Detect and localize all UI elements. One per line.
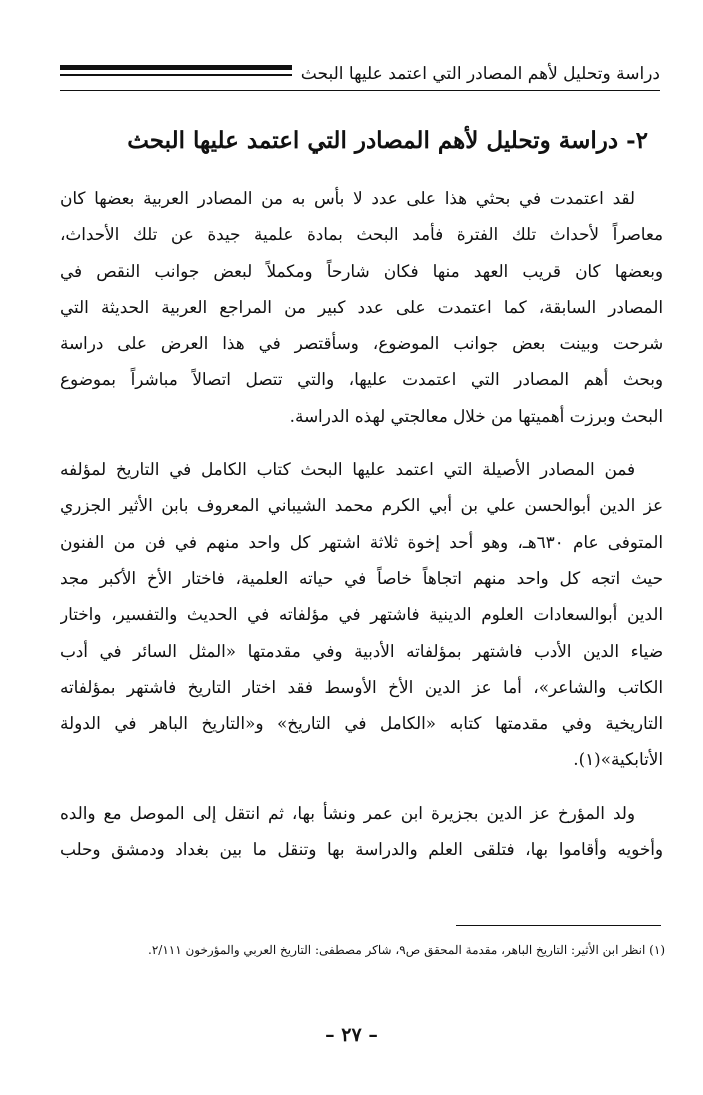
header-rule-thick — [60, 65, 292, 70]
paragraph-line: ولد المؤرخ عز الدين بجزيرة ابن عمر ونشأ بها، ثم انتقل إلى الموصل مع والده — [60, 802, 635, 823]
header-rule-thin — [60, 74, 292, 76]
paragraph-2 — [60, 451, 663, 778]
paragraph-line: فمن المصادر الأصيلة التي اعتمد عليها البحث كتاب الكامل في التاريخ لمؤلفه — [60, 459, 635, 480]
footnote: (١) انظر ابن الأثير: التاريخ الباهر، مقدمة المحقق ص٩، شاكر مصطفى: التاريخ العربي والمؤرخون ٢/١١١. — [148, 943, 665, 957]
paragraph-line: البحث وبرزت أهميتها من خلال معالجتي لهذه الدراسة. — [289, 405, 663, 426]
paragraph-line: شرحت وبينت بعض جوانب الموضوع، وسأقتصر في هذا العرض على دراسة — [60, 333, 663, 354]
paragraph-line: المصادر السابقة، كما اعتمدت على عدد كبير من المراجع العربية الحديثة التي — [60, 296, 663, 317]
paragraph-1 — [60, 180, 663, 434]
paragraph-line: لقد اعتمدت في بحثي هذا على عدد لا بأس به من المصادر العربية بعضها كان — [60, 188, 635, 208]
header-underline — [60, 90, 660, 91]
running-header — [60, 62, 660, 90]
paragraph-line: وبعضها كان قريب العهد منها فكان شارحاً ومكملاً لبعض جوانب النقص في — [60, 260, 663, 281]
paragraph-line: الدين أبوالسعادات العلوم الدينية فاشتهر في مؤلفاته في الحديث والتفسير، واختار — [60, 604, 663, 625]
paragraph-line: ضياء الدين الأدب فاشتهر بمؤلفاته الأدبية وفي مقدمتها «المثل السائر في أدب — [60, 640, 663, 661]
paragraph-line: وبحث أهم المصادر التي اعتمدت عليها، والتي تتصل اتصالاً مباشراً بموضوع — [60, 369, 663, 390]
footnote-separator — [456, 925, 661, 926]
paragraph-line: الأتابكية»(١). — [573, 749, 663, 770]
paragraph-line: المتوفى عام ٦٣٠هـ، وهو أحد إخوة ثلاثة اشتهر كل واحد منهم في فن من الفنون — [60, 531, 663, 552]
running-header-title: دراسة وتحليل لأهم المصادر التي اعتمد عليها البحث — [300, 64, 660, 84]
paragraph-line: معاصراً لأحداث تلك الفترة فأمد البحث بمادة علمية جيدة عن تلك الأحداث، — [60, 224, 663, 245]
paragraph-line: عز الدين أبوالحسن علي بن أبي الكرم محمد الشيباني المعروف بابن الأثير الجزري — [60, 495, 663, 516]
paragraph-line: حيث اتجه كل واحد منهم اتجاهاً خاصاً في حياته العلمية، فاختار الأخ الأكبر مجد — [60, 567, 663, 588]
paragraph-3 — [60, 795, 663, 868]
paragraph-line: الكاتب والشاعر»، أما عز الدين الأخ الأوسط فقد اختار التاريخ فاشتهر بمؤلفاته — [60, 676, 663, 697]
section-heading: ٢- دراسة وتحليل لأهم المصادر التي اعتمد عليها البحث — [127, 127, 648, 154]
paragraph-line: التاريخية وفي مقدمتها كتابه «الكامل في التاريخ» و«التاريخ الباهر في الدولة — [60, 713, 663, 734]
page-number: – ٢٧ – — [325, 1024, 378, 1046]
body-text — [60, 180, 663, 867]
paragraph-line: وأخويه وأقاموا بها، فتلقى العلم والدراسة بها وتنقل ما بين بغداد ودمشق وحلب — [60, 839, 663, 860]
